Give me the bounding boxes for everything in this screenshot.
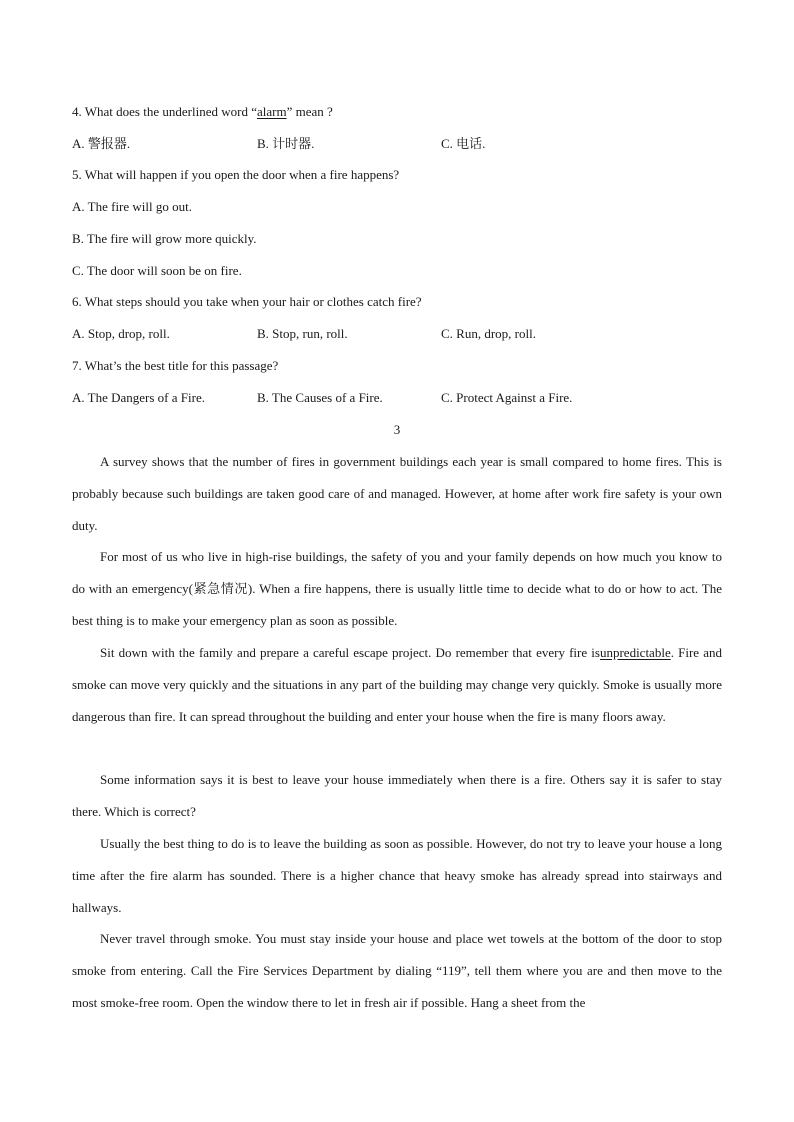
question-6-options: [72, 326, 722, 342]
question-4-stem: [72, 104, 333, 120]
passage-paragraph-3: [72, 637, 722, 732]
question-7-option-a: A. The Dangers of a Fire.: [72, 390, 205, 405]
question-4-option-b: B. 计时器.: [257, 136, 315, 151]
question-5-option-b: B. The fire will grow more quickly.: [72, 231, 257, 246]
passage-paragraph-4: Some information says it is best to leave your house immediately when there is a fire. Others say it is safer to stay there. Which is correct?: [72, 772, 722, 819]
underlined-word-unpredictable: unpredictable: [599, 645, 671, 660]
question-6-option-a: A. Stop, drop, roll.: [72, 326, 170, 341]
question-4-stem-before: 4. What does the underlined word “: [72, 104, 257, 119]
question-5-stem: 5. What will happen if you open the door when a fire happens?: [72, 167, 400, 182]
question-4-options: [72, 136, 722, 152]
question-7-option-b: B. The Causes of a Fire.: [257, 390, 383, 405]
question-4-stem-after: ” mean ?: [286, 104, 333, 119]
passage-paragraph-3-after: . Fire and smoke can move very quickly and the situations in any part of the building may change very quickly. Smoke is usually more dangerous than fire. It can spread throughout the building and enter your house when the fire is many floors away.: [72, 645, 722, 724]
passage-paragraph-2: For most of us who live in high-rise buildings, the safety of you and your family depends on how much you know to do with an emergency(紧急情况). When a fire happens, there is usually little time to decide what to do or how to act. The best thing is to make your emergency plan as soon as possible.: [72, 549, 722, 628]
question-4-option-a: A. 警报器.: [72, 136, 131, 151]
passage-paragraph-5: Usually the best thing to do is to leave the building as soon as possible. However, do not try to leave your house a long time after the fire alarm has sounded. There is a higher chance that heavy smoke has already spread into stairways and hallways.: [72, 836, 722, 915]
question-5-option-a: A. The fire will go out.: [72, 199, 192, 214]
question-4-option-c: C. 电话.: [441, 136, 486, 151]
question-5-option-c: C. The door will soon be on fire.: [72, 263, 242, 278]
underlined-word-alarm: alarm: [256, 104, 287, 119]
passage-paragraph-1: A survey shows that the number of fires in government buildings each year is small compared to home fires. This is probably because such buildings are taken good care of and managed. However, at home after work fire safety is your own duty.: [72, 454, 722, 533]
question-7-options: [72, 390, 722, 406]
question-7-stem: 7. What’s the best title for this passage?: [72, 358, 279, 373]
question-6-option-b: B. Stop, run, roll.: [257, 326, 348, 341]
section-number: 3: [393, 422, 401, 437]
question-6-stem: 6. What steps should you take when your hair or clothes catch fire?: [72, 294, 422, 309]
passage-paragraph-3-before: Sit down with the family and prepare a careful escape project. Do remember that every fire is: [100, 645, 600, 660]
passage-paragraph-6: Never travel through smoke. You must stay inside your house and place wet towels at the bottom of the door to stop smoke from entering. Call the Fire Services Department by dialing “119”, tell them where you are and then move to the most smoke-free room. Open the window there to let in fresh air if possible. Hang a sheet from the: [72, 931, 722, 1010]
question-6-option-c: C. Run, drop, roll.: [441, 326, 536, 341]
question-7-option-c: C. Protect Against a Fire.: [441, 390, 573, 405]
